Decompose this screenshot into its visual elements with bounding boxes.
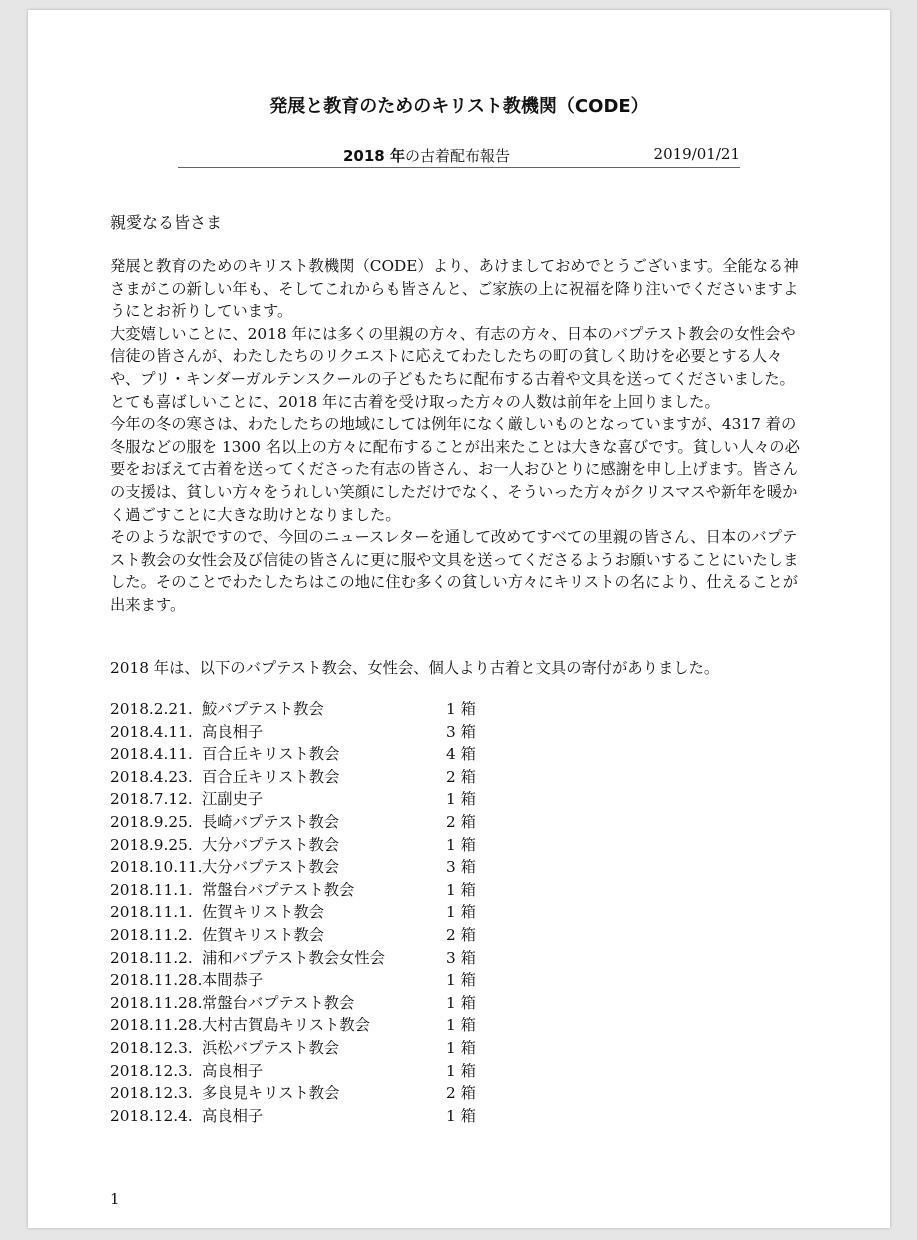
box-count: 1 箱	[446, 1038, 476, 1057]
donation-row	[110, 766, 510, 789]
donation-row	[110, 1105, 510, 1128]
donor-name: 本間恭子	[202, 971, 264, 990]
donation-date: 2018.12.3.	[110, 1061, 193, 1080]
donor-name: 高良相子	[202, 1106, 264, 1125]
donation-row	[110, 901, 510, 924]
donation-date: 2018.4.23.	[110, 767, 193, 786]
donation-date: 2018.11.28.	[110, 993, 203, 1012]
donor-name: 鮫バプテスト教会	[202, 700, 324, 718]
donation-row	[110, 947, 510, 970]
donor-name: 江副史子	[202, 790, 264, 809]
donation-date: 2018.9.25.	[110, 812, 193, 831]
donation-date: 2018.12.3.	[110, 1084, 193, 1103]
donation-row	[110, 924, 510, 947]
box-count: 1 箱	[446, 835, 476, 854]
donation-row	[110, 698, 510, 721]
donation-row	[110, 969, 510, 992]
box-count: 2 箱	[446, 1084, 476, 1103]
donation-date: 2018.11.1.	[110, 880, 193, 899]
donor-name: 高良相子	[202, 1061, 264, 1080]
donor-name: 佐賀キリスト教会	[202, 903, 325, 922]
box-count: 1 箱	[446, 903, 476, 922]
donor-name: 高良相子	[202, 722, 264, 741]
box-count: 1 箱	[446, 993, 476, 1012]
document-title: 発展と教育のためのキリスト教機関（CODE）	[269, 96, 649, 117]
paragraph: 今年の冬の寒さは、わたしたちの地域にしては例年になく厳しいものとなっていますが、4317 着の冬服などの服を 1300 名以上の方々に配布することが出来たことは大きな喜びです。貧しい人々の必要をおぼえて古着を送ってくださった有志の皆さん、お一人おひとりに感謝を申し上げます。皆さんの支援は、貧しい方々をうれしい笑顔にしただけでなく、そういった方々がクリスマスや新年を暖かく過ごすことに大きな助けとなりました。	[110, 415, 800, 524]
box-count: 3 箱	[446, 858, 476, 877]
box-count: 2 箱	[446, 812, 476, 831]
box-count: 1 箱	[446, 1016, 476, 1035]
donation-date: 2018.10.11.	[110, 858, 203, 877]
box-count: 1 箱	[446, 700, 476, 718]
donation-date: 2018.7.12.	[110, 790, 193, 809]
donor-name: 百合丘キリスト教会	[202, 745, 340, 764]
donation-list	[110, 698, 510, 1127]
donor-name: 浦和バプテスト教会女性会	[202, 948, 385, 967]
box-count: 1 箱	[446, 1061, 476, 1080]
donation-row	[110, 1037, 510, 1060]
donor-name: 大分バプテスト教会	[202, 858, 340, 877]
donor-name: 長崎バプテスト教会	[202, 812, 340, 831]
donation-row	[110, 879, 510, 902]
donor-name: 大分バプテスト教会	[202, 835, 340, 854]
donation-date: 2018.2.21.	[110, 700, 193, 718]
donation-date: 2018.12.3.	[110, 1038, 193, 1057]
donation-list-intro: 2018 年は、以下のバプテスト教会、女性会、個人より古着と文具の寄付がありました。	[110, 659, 720, 677]
paragraph: 大変嬉しいことに、2018 年には多くの里親の方々、有志の方々、日本のバプテスト教会の女性会や信徒の皆さんが、わたしたちのリクエストに応えてわたしたちの町の貧しく助けを必要とする人々や、プリ・キンダーガルテンスクールの子どもたちに配布する古着や文具を送ってくださいました。とても喜ばしいことに、2018 年に古着を受け取った方々の人数は前年を上回りました。	[110, 324, 796, 411]
donation-date: 2018.11.2.	[110, 925, 193, 944]
report-subtitle	[343, 145, 510, 166]
donation-row	[110, 834, 510, 857]
donation-date: 2018.9.25.	[110, 835, 193, 854]
donor-name: 百合丘キリスト教会	[202, 767, 340, 786]
donation-date: 2018.4.11.	[110, 745, 193, 764]
donation-row	[110, 788, 510, 811]
donor-name: 浜松バプテスト教会	[202, 1038, 340, 1057]
greeting: 親愛なる皆さま	[110, 213, 223, 232]
box-count: 1 箱	[446, 790, 476, 809]
donation-date: 2018.11.1.	[110, 903, 193, 922]
donation-date: 2018.11.28.	[110, 1016, 203, 1035]
page-number: 1	[110, 1190, 120, 1208]
paragraph: 発展と教育のためのキリスト教機関（CODE）より、あけましておめでとうございます。全能なる神さまがこの新しい年も、そしてこれからも皆さんと、ご家族の上に祝福を降り注いでくださいますようにとお祈りしています。	[110, 257, 799, 321]
donor-name: 佐賀キリスト教会	[202, 925, 325, 944]
donation-date: 2018.4.11.	[110, 722, 193, 741]
subtitle-row	[178, 145, 740, 168]
box-count: 3 箱	[446, 722, 476, 741]
box-count: 4 箱	[446, 745, 476, 764]
donation-row	[110, 743, 510, 766]
donation-row	[110, 811, 510, 834]
paragraph: そのような訳ですので、今回のニュースレターを通して改めてすべての里親の皆さん、日本のバプテスト教会の女性会及び信徒の皆さんに更に服や文具を送ってくださるようお願いすることにいたしました。そのことでわたしたちはこの地に住む多くの貧しい方々にキリストの名により、仕えることが出来ます。	[110, 528, 799, 614]
donation-date: 2018.11.2.	[110, 948, 193, 967]
donation-date: 2018.12.4.	[110, 1106, 193, 1125]
donor-name: 常盤台バプテスト教会	[202, 880, 355, 899]
box-count: 1 箱	[446, 1106, 476, 1125]
donation-row	[110, 1014, 510, 1037]
donor-name: 常盤台バプテスト教会	[202, 993, 355, 1012]
donation-row	[110, 856, 510, 879]
subtitle-rest: の古着配布報告	[404, 147, 510, 165]
donor-name: 多良見キリスト教会	[202, 1084, 340, 1103]
box-count: 1 箱	[446, 880, 476, 899]
donor-name: 大村古賀島キリスト教会	[202, 1016, 370, 1035]
box-count: 3 箱	[446, 948, 476, 967]
donation-row	[110, 721, 510, 744]
donation-row	[110, 1060, 510, 1083]
document-page	[28, 10, 890, 1228]
donation-row	[110, 992, 510, 1015]
box-count: 1 箱	[446, 971, 476, 990]
donation-row	[110, 1082, 510, 1105]
box-count: 2 箱	[446, 925, 476, 944]
report-date: 2019/01/21	[653, 145, 740, 163]
donation-date: 2018.11.28.	[110, 971, 203, 990]
letter-body	[110, 255, 810, 617]
box-count: 2 箱	[446, 767, 476, 786]
subtitle-year: 2018 年	[343, 147, 405, 165]
